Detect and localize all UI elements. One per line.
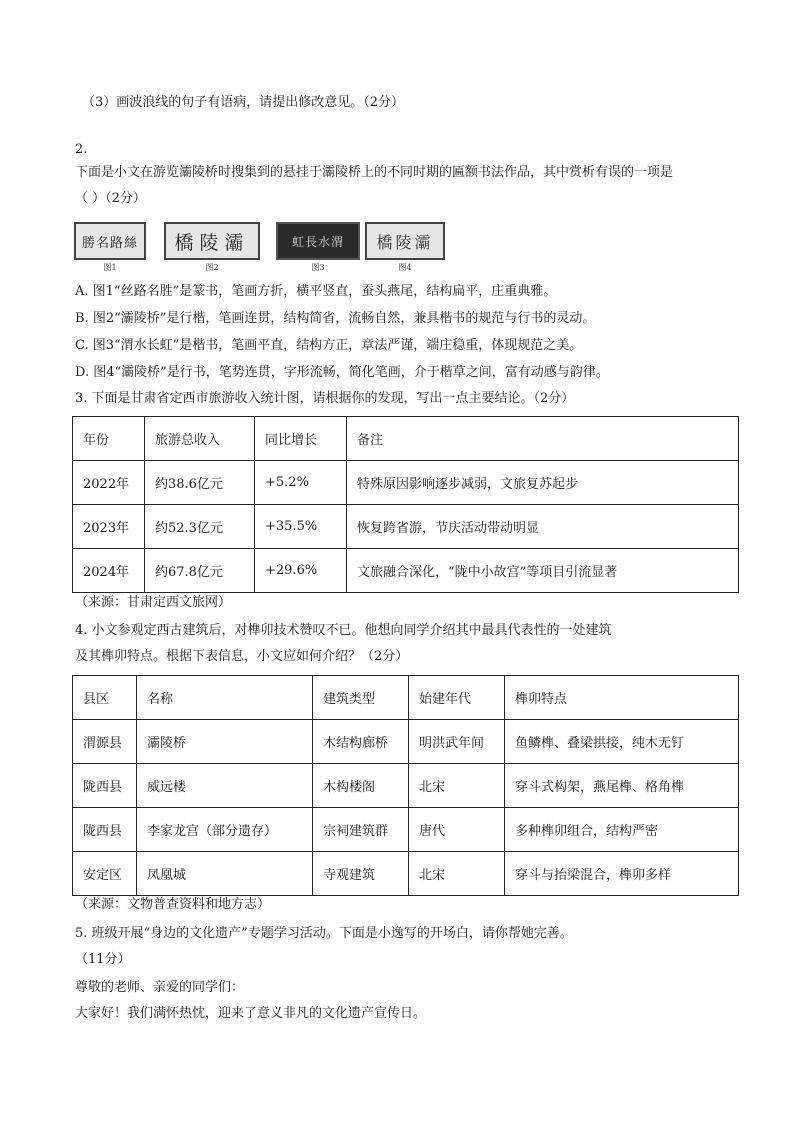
question-4-stem-cont: 及其榫卯特点。根据下表信息，小文应如何介绍？（2分）: [75, 649, 409, 664]
option-c: C. 图3“渭水长虹”是楷书，笔画平直，结构方正，章法严谨，端庄稳重，体现规范之美。: [75, 338, 583, 353]
header-cell: 同比增长: [255, 417, 347, 461]
table-cell: 特殊原因影响逐步减弱，文旅复苏起步: [347, 461, 739, 505]
header-cell: 始建年代: [409, 676, 505, 720]
table-row: [73, 461, 739, 505]
table-cell: 威远楼: [137, 764, 313, 808]
source-note: （来源：甘肃定西文旅网）: [75, 595, 232, 610]
header-cell: 年份: [73, 417, 145, 461]
table-row: [73, 505, 739, 549]
table-cell: 李家龙宫（部分遗存）: [137, 808, 313, 852]
table-cell: 安定区: [73, 852, 137, 896]
table-row: [73, 764, 739, 808]
question-3-stem: 3. 下面是甘肃省定西市旅游收入统计图，请根据你的发现，写出一点主要结论。（2分）: [75, 391, 575, 406]
table-cell: 木构楼阁: [313, 764, 409, 808]
figure-3: [276, 222, 360, 273]
table-cell: 约67.8亿元: [145, 549, 255, 593]
table-cell: 凤凰城: [137, 852, 313, 896]
table-cell: 恢复跨省游，节庆活动带动明显: [347, 505, 739, 549]
figure-4: [365, 222, 445, 273]
table-cell: 穿斗式构架，燕尾榫、格角榫: [505, 764, 739, 808]
table-cell: 多种榫卯组合，结构严密: [505, 808, 739, 852]
table-cell: +5.2%: [255, 461, 347, 505]
source-note: （来源：文物普查资料和地方志）: [75, 897, 271, 912]
question-5-score: （11分）: [75, 952, 131, 967]
figure-caption: 图1: [103, 263, 117, 272]
option-a: A. 图1“丝路名胜”是篆书，笔画方折，横平竖直，蚕头燕尾，结构扁平，庄重典雅。: [75, 284, 557, 299]
table-cell: 明洪武年间: [409, 720, 505, 764]
table-header-row: [73, 417, 739, 461]
table-cell: 文旅融合深化，“陇中小故宫”等项目引流显著: [347, 549, 739, 593]
calligraphy-figures: [72, 222, 452, 274]
header-cell: 建筑类型: [313, 676, 409, 720]
table-cell: 寺观建筑: [313, 852, 409, 896]
figure-caption: 图3: [311, 263, 325, 272]
table-cell: +35.5%: [255, 505, 347, 549]
table-row: [73, 549, 739, 593]
header-cell: 名称: [137, 676, 313, 720]
figure-caption: 图4: [398, 263, 412, 272]
option-b: B. 图2“灞陵桥”是行楷，笔画连贯，结构简省，流畅自然，兼具楷书的规范与行书的灵动。: [75, 311, 596, 326]
question-5-stem: 5. 班级开展“身边的文化遗产”专题学习活动。下面是小逸写的开场白，请你帮她完善。: [75, 926, 573, 941]
table-cell: 约38.6亿元: [145, 461, 255, 505]
question-2-answer-blank: （ ）（2分）: [75, 191, 146, 206]
table-cell: 北宋: [409, 852, 505, 896]
question-part-3: （3）画波浪线的句子有语病，请提出修改意见。（2分）: [82, 95, 405, 110]
table-cell: 宗祠建筑群: [313, 808, 409, 852]
table-cell: 陇西县: [73, 764, 137, 808]
table-cell: 2023年: [73, 505, 145, 549]
table-cell: 鱼鳞榫、叠梁拱接，纯木无钉: [505, 720, 739, 764]
table-cell: 约52.3亿元: [145, 505, 255, 549]
speech-opening: 大家好！我们满怀热忱，迎来了意义非凡的文化遗产宣传日。: [75, 1006, 427, 1021]
question-2-stem: 下面是小文在游览灞陵桥时搜集到的悬挂于灞陵桥上的不同时期的匾额书法作品，其中赏析有误的一项是: [75, 165, 674, 180]
table-cell: 灞陵桥: [137, 720, 313, 764]
header-cell: 榫卯特点: [505, 676, 739, 720]
plaque-image: 虹長水渭: [276, 222, 360, 260]
table-cell: 穿斗与抬梁混合，榫卯多样: [505, 852, 739, 896]
table-cell: 2022年: [73, 461, 145, 505]
table-header-row: [73, 676, 739, 720]
table-row: [73, 720, 739, 764]
header-cell: 备注: [347, 417, 739, 461]
question-2-number: 2.: [75, 142, 88, 157]
table-cell: 北宋: [409, 764, 505, 808]
header-cell: 旅游总收入: [145, 417, 255, 461]
tourism-income-table: [72, 416, 739, 593]
speech-greeting: 尊敬的老师、亲爱的同学们：: [75, 980, 245, 995]
table-cell: 唐代: [409, 808, 505, 852]
table-cell: 渭源县: [73, 720, 137, 764]
table-cell: 陇西县: [73, 808, 137, 852]
table-cell: 木结构廊桥: [313, 720, 409, 764]
ancient-architecture-table: [72, 675, 739, 896]
plaque-image: 橋陵灞: [164, 222, 260, 260]
table-cell: +29.6%: [255, 549, 347, 593]
figure-caption: 图2: [205, 263, 219, 272]
table-row: [73, 852, 739, 896]
header-cell: 县区: [73, 676, 137, 720]
plaque-image: 勝名路絲: [74, 222, 146, 260]
table-row: [73, 808, 739, 852]
plaque-image: 橋陵灞: [365, 222, 445, 260]
figure-2: [164, 222, 260, 273]
option-d: D. 图4“灞陵桥”是行书，笔势连贯，字形流畅，简化笔画，介于楷草之间，富有动感与韵律。: [75, 365, 609, 380]
question-4-stem: 4. 小文参观定西古建筑后，对榫卯技术赞叹不已。他想向同学介绍其中最具代表性的一处建筑: [75, 623, 612, 638]
table-cell: 2024年: [73, 549, 145, 593]
figure-1: [74, 222, 146, 273]
